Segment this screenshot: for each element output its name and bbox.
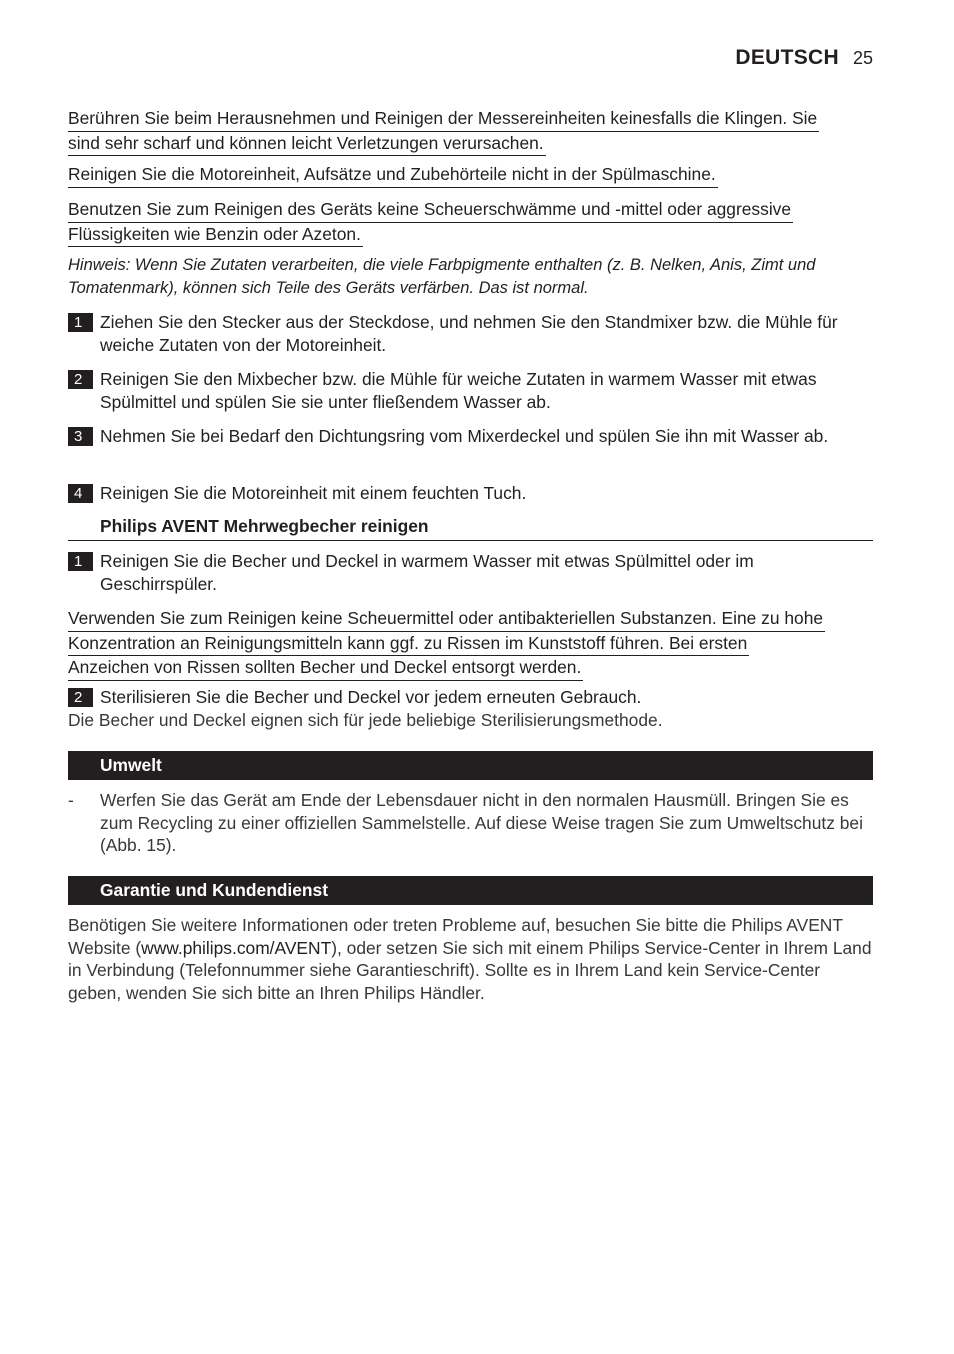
warning-dishwasher (68, 163, 873, 188)
subheading-text: Philips AVENT Mehrwegbecher reinigen (100, 516, 429, 536)
warning-line: Flüssigkeiten wie Benzin oder Azeton. (68, 223, 363, 248)
step-number: 4 (68, 484, 93, 503)
note-line: Hinweis: Wenn Sie Zutaten verarbeiten, die viele Farbpigmente enthalten (z. B. Nelken, Anis, Zimt und (68, 256, 816, 274)
guarantee-paragraph (68, 914, 873, 1004)
warning-line: Anzeichen von Rissen sollten Becher und Deckel entsorgt werden. (68, 656, 583, 681)
section-title: Umwelt (100, 755, 162, 775)
warning-line: Verwenden Sie zum Reinigen keine Scheuermittel oder antibakteriellen Substanzen. Eine zu hohe (68, 607, 825, 632)
step-number: 1 (68, 313, 93, 332)
website-link[interactable]: www.philips.com/AVENT (141, 937, 332, 958)
section-title: Garantie und Kundendienst (100, 880, 329, 900)
bullet-dash: - (68, 790, 74, 810)
step-item (68, 425, 873, 448)
warning-blades (68, 107, 873, 156)
warning-abrasives (68, 198, 873, 247)
section-header-guarantee (68, 876, 873, 905)
step-item (68, 311, 873, 356)
step-detail: Die Becher und Deckel eignen sich für jede beliebige Sterilisierungsmethode. (68, 710, 663, 730)
guarantee-text: Benötigen Sie weitere Informationen oder treten Probleme auf, besuchen Sie bitte die Philips AVENT Website ( (68, 915, 843, 958)
page-header (735, 46, 873, 70)
note-line: Tomatenmark), können sich Teile des Geräts verfärben. Das ist normal. (68, 278, 589, 297)
environment-bullet (68, 789, 873, 857)
step-item (68, 482, 873, 505)
note-discoloration (68, 254, 873, 299)
step-number: 2 (68, 688, 93, 707)
step-number: 3 (68, 427, 93, 446)
step-text: Reinigen Sie die Motoreinheit mit einem feuchten Tuch. (100, 483, 527, 503)
step-text: Reinigen Sie den Mixbecher bzw. die Mühle für weiche Zutaten in warmem Wasser mit etwas Spülmittel und spülen Sie sie unter fließendem Wasser ab. (100, 369, 817, 412)
subheading-cups (68, 516, 873, 541)
warning-line: Benutzen Sie zum Reinigen des Geräts keine Scheuerschwämme und -mittel oder aggressive (68, 198, 793, 223)
step-text: Ziehen Sie den Stecker aus der Steckdose, und nehmen Sie den Standmixer bzw. die Mühle für weiche Zutaten von der Motoreinheit. (100, 312, 838, 355)
step-item (68, 550, 873, 595)
warning-line: Berühren Sie beim Herausnehmen und Reinigen der Messereinheiten keinesfalls die Klingen. Sie (68, 107, 819, 132)
bullet-text: Werfen Sie das Gerät am Ende der Lebensdauer nicht in den normalen Hausmüll. Bringen Sie es zum Recycling zu einer offiziellen Sammelstelle. Auf diese Weise tragen Sie zum Umweltschutz bei (Abb. 15). (100, 790, 863, 855)
step-number: 2 (68, 370, 93, 389)
step-item (68, 686, 873, 709)
guarantee-text: ), oder setzen Sie sich mit einem Philips Service-Center in Ihrem Land in Verbindung (Telefonnummer siehe Garantieschrift). Sollte es in Ihrem Land kein Service-Center geben, wenden Sie sich bitte an Ihren Philips Händler. (68, 937, 872, 1003)
warning-line: sind sehr scharf und können leicht Verletzungen verursachen. (68, 132, 546, 157)
step-item (68, 368, 873, 413)
page-number: 25 (852, 48, 873, 68)
warning-line: Konzentration an Reinigungsmitteln kann ggf. zu Rissen im Kunststoff führen. Bei ersten (68, 632, 749, 657)
language-label: DEUTSCH (735, 46, 839, 69)
step-text: Nehmen Sie bei Bedarf den Dichtungsring vom Mixerdeckel und spülen Sie ihn mit Wasser ab. (100, 426, 829, 446)
section-header-environment (68, 751, 873, 780)
step-number: 1 (68, 552, 93, 571)
warning-line: Reinigen Sie die Motoreinheit, Aufsätze und Zubehörteile nicht in der Spülmaschine. (68, 163, 718, 188)
warning-cups (68, 607, 873, 681)
step-text: Sterilisieren Sie die Becher und Deckel vor jedem erneuten Gebrauch. (100, 687, 642, 707)
step-text: Reinigen Sie die Becher und Deckel in warmem Wasser mit etwas Spülmittel oder im Geschirrspüler. (100, 551, 754, 594)
